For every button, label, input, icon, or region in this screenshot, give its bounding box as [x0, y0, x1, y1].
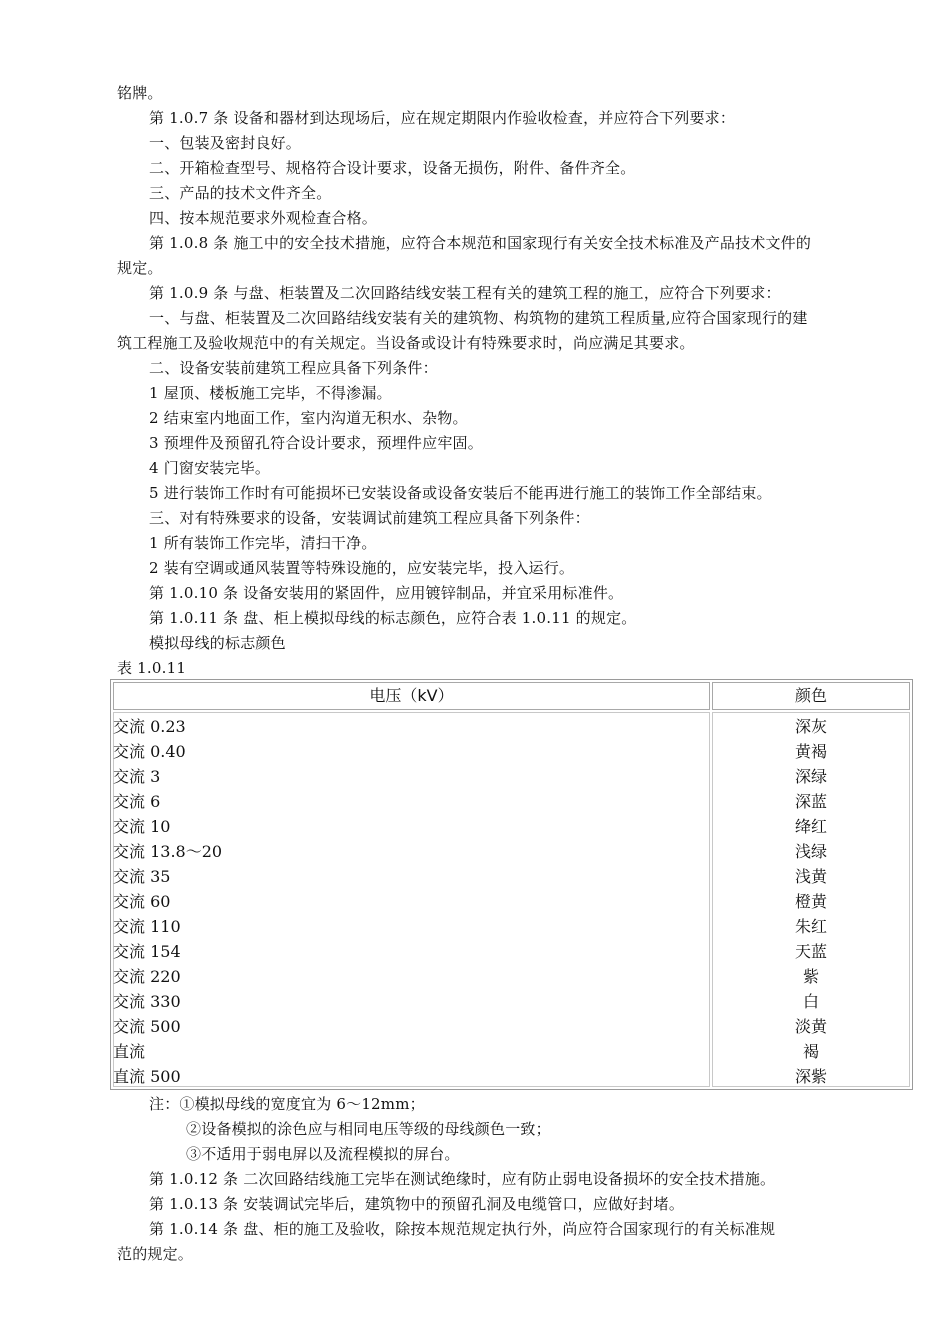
table-header-voltage: 电压（kV）: [113, 682, 710, 710]
color-cell: 天蓝: [794, 942, 827, 961]
table-row: [113, 914, 910, 939]
voltage-cell: 交流 0.40: [113, 742, 186, 761]
table-row: [113, 814, 910, 839]
table-row: [113, 939, 910, 964]
list-item: 四、按本规范要求外观检查合格。: [149, 209, 378, 227]
list-item: 二、开箱检查型号、规格符合设计要求，设备无损伤，附件、备件齐全。: [149, 159, 636, 177]
table-row: [113, 839, 910, 864]
clause-1-0-14: 第 1.0.14 条 盘、柜的施工及验收，除按本规范规定执行外，尚应符合国家现行的有关标准规: [149, 1220, 776, 1238]
voltage-cell: 交流 0.23: [113, 717, 186, 736]
voltage-cell: 直流 500: [113, 1067, 181, 1086]
paragraph-line: 范的规定。: [117, 1245, 194, 1263]
color-cell: 褐: [802, 1042, 819, 1061]
list-item: 三、对有特殊要求的设备，安装调试前建筑工程应具备下列条件：: [149, 509, 590, 527]
table-note: ③不适用于弱电屏以及流程模拟的屏台。: [186, 1145, 460, 1163]
list-item: 5 进行装饰工作时有可能损坏已安装设备或设备安装后不能再进行施工的装饰工作全部结束。: [149, 484, 772, 502]
table-note: ②设备模拟的涂色应与相同电压等级的母线颜色一致；: [186, 1120, 551, 1138]
color-cell: 浅绿: [794, 842, 827, 861]
table-row: [113, 964, 910, 989]
voltage-cell: 交流 60: [113, 892, 171, 911]
list-item: 2 结束室内地面工作，室内沟道无积水、杂物。: [149, 409, 468, 427]
voltage-cell: 交流 220: [113, 967, 181, 986]
voltage-cell: 交流 110: [113, 917, 181, 936]
list-item: 1 屋顶、楼板施工完毕，不得渗漏。: [149, 384, 392, 402]
color-cell: 深绿: [794, 767, 827, 786]
list-item: 二、设备安装前建筑工程应具备下列条件：: [149, 359, 438, 377]
table-row: [113, 789, 910, 814]
color-cell: 绛红: [794, 817, 827, 836]
list-item: 三、产品的技术文件齐全。: [149, 184, 332, 202]
voltage-cell: 交流 500: [113, 1017, 181, 1036]
table-row: [113, 989, 910, 1014]
table-caption: 模拟母线的标志颜色: [149, 634, 286, 652]
table-row: [113, 864, 910, 889]
color-cell: 紫: [802, 967, 819, 986]
table-row: [113, 1064, 910, 1089]
table-row: [113, 714, 910, 739]
voltage-cell: 交流 3: [113, 767, 161, 786]
voltage-cell: 交流 330: [113, 992, 181, 1011]
color-cell: 朱红: [794, 917, 827, 936]
table-row: [113, 889, 910, 914]
clause-1-0-11: 第 1.0.11 条 盘、柜上模拟母线的标志颜色，应符合表 1.0.11 的规定。: [149, 609, 637, 627]
color-cell: 浅黄: [794, 867, 827, 886]
clause-1-0-7: 第 1.0.7 条 设备和器材到达现场后，应在规定期限内作验收检查，并应符合下列要求：: [149, 109, 736, 127]
clause-1-0-12: 第 1.0.12 条 二次回路结线施工完毕在测试绝缘时，应有防止弱电设备损坏的安全技术措施。: [149, 1170, 776, 1188]
paragraph-line: 筑工程施工及验收规范中的有关规定。当设备或设计有特殊要求时，尚应满足其要求。: [117, 334, 695, 352]
color-cell: 深蓝: [794, 792, 827, 811]
voltage-cell: 交流 35: [113, 867, 171, 886]
voltage-cell: 直流: [113, 1042, 146, 1061]
table-row: [113, 1014, 910, 1039]
clause-1-0-9: 第 1.0.9 条 与盘、柜装置及二次回路结线安装工程有关的建筑工程的施工，应符合下列要求：: [149, 284, 781, 302]
list-item: 一、包装及密封良好。: [149, 134, 302, 152]
list-item: 1 所有装饰工作完毕，清扫干净。: [149, 534, 377, 552]
list-item: 一、与盘、柜装置及二次回路结线安装有关的建筑物、构筑物的建筑工程质量,应符合国家现行的建: [149, 309, 808, 327]
table-number: 表 1.0.11: [117, 659, 187, 677]
voltage-cell: 交流 154: [113, 942, 181, 961]
color-cell: 白: [802, 992, 819, 1011]
color-cell: 深紫: [794, 1067, 827, 1086]
busbar-color-table: [110, 679, 913, 1090]
color-cell: 淡黄: [794, 1017, 827, 1036]
list-item: 3 预埋件及预留孔符合设计要求，预埋件应牢固。: [149, 434, 483, 452]
clause-1-0-13: 第 1.0.13 条 安装调试完毕后，建筑物中的预留孔洞及电缆管口，应做好封堵。: [149, 1195, 685, 1213]
table-note: 注：①模拟母线的宽度宜为 6～12mm；: [149, 1095, 425, 1113]
clause-1-0-8: 第 1.0.8 条 施工中的安全技术措施，应符合本规范和国家现行有关安全技术标准及产品技术文件的: [149, 234, 812, 252]
color-cell: 橙黄: [794, 892, 827, 911]
clause-1-0-10: 第 1.0.10 条 设备安装用的紧固件，应用镀锌制品，并宜采用标准件。: [149, 584, 624, 602]
voltage-cell: 交流 6: [113, 792, 161, 811]
list-item: 4 门窗安装完毕。: [149, 459, 271, 477]
color-cell: 黄褐: [794, 742, 827, 761]
table-row: [113, 1039, 910, 1064]
voltage-cell: 交流 13.8～20: [113, 842, 223, 861]
table-header-color: 颜色: [712, 682, 910, 710]
table-row: [113, 739, 910, 764]
paragraph-line: 规定。: [117, 259, 163, 277]
list-item: 2 装有空调或通风装置等特殊设施的，应安装完毕，投入运行。: [149, 559, 575, 577]
voltage-cell: 交流 10: [113, 817, 171, 836]
paragraph-line: 铭牌。: [117, 84, 163, 102]
table-row: [113, 764, 910, 789]
color-cell: 深灰: [794, 717, 827, 736]
